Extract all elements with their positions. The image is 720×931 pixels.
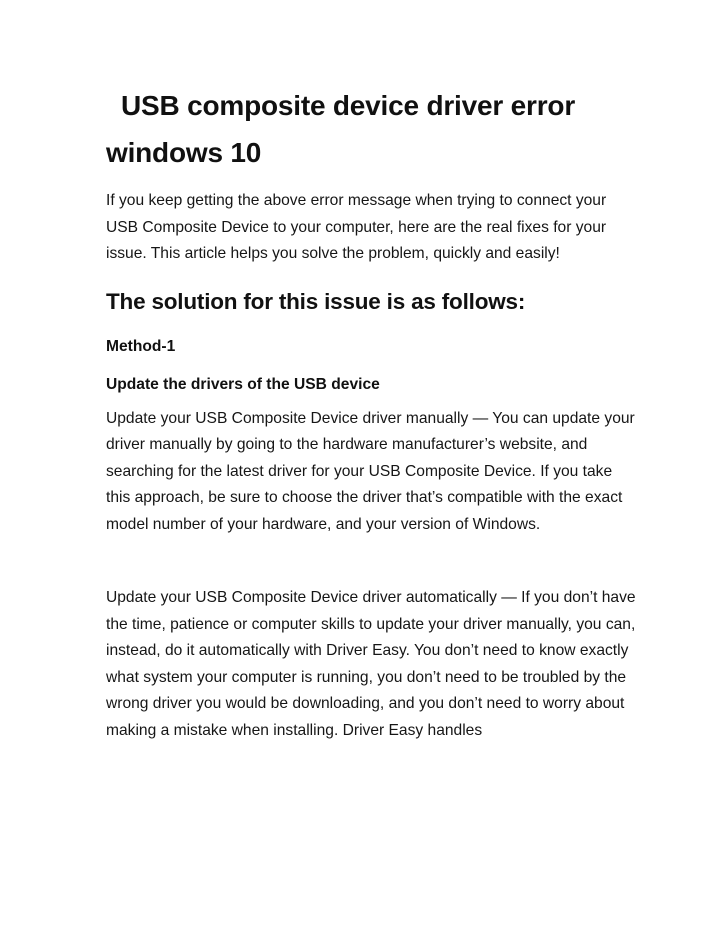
page-title: USB composite device driver error windows 10: [106, 90, 576, 168]
method-label: Method-1: [106, 337, 176, 355]
section-heading: The solution for this issue is as follows:: [106, 288, 526, 314]
sub-heading: Update the drivers of the USB device: [106, 375, 380, 393]
document-page: [106, 82, 636, 744]
intro-paragraph: If you keep getting the above error message when trying to connect your USB Composite Device to your computer, here are the real fixes for your issue. This article helps you solve the problem, quickly and easily!: [106, 192, 607, 262]
automatic-update-paragraph: Update your USB Composite Device driver automatically — If you don’t have the time, patience or computer skills to update your driver manually, you can, instead, do it automatically with Driver Easy. You don’t need to know exactly what system your computer is running, you don’t need to be troubled by the wrong driver you would be downloading, and you don’t need to worry about making a mistake when installing. Driver Easy handles: [106, 589, 636, 739]
manual-update-paragraph: Update your USB Composite Device driver manually — You can update your driver manually by going to the hardware manufacturer’s website, and searching for the latest driver for your USB Composite Device. If you take this approach, be sure to choose the driver that’s compatible with the exact model number of your hardware, and your version of Windows.: [106, 409, 635, 533]
